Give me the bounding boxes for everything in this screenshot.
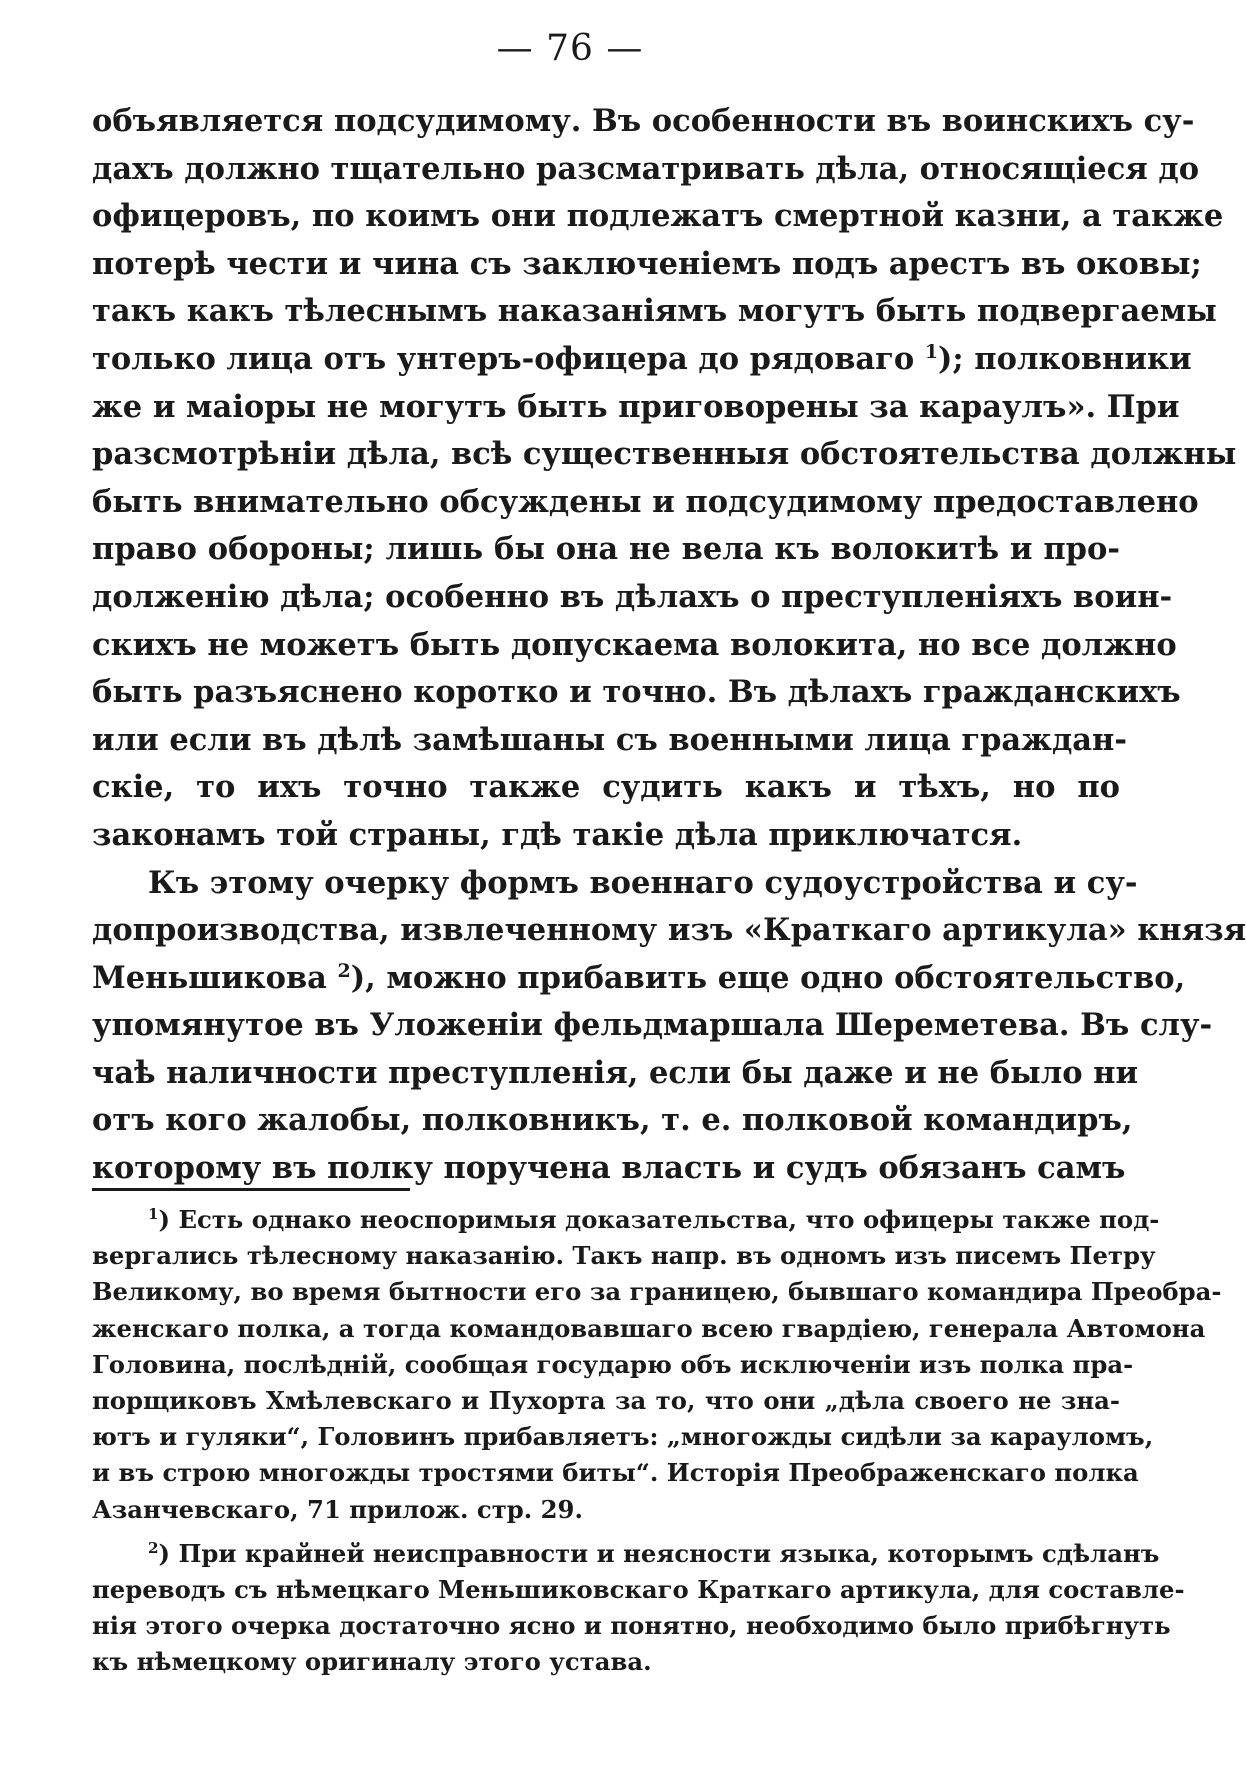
footnote-1-line: и въ строю многожды тростями биты“. Исторія Преображенскаго полка xyxy=(92,1458,1139,1488)
footnote-ref-2: 2 xyxy=(337,959,351,982)
text-fragment: ) Есть однако неоспоримыя доказательства, что офицеры также под- xyxy=(158,1205,1160,1234)
footnote-1-line: вергались тѣлесному наказанію. Такъ напр. въ одномъ изъ писемъ Петру xyxy=(92,1241,1156,1271)
text-line: долженію дѣла; особенно въ дѣлахъ о преступленіяхъ воин- xyxy=(92,578,1173,615)
text-line: отъ кого жалобы, полковникъ, т. е. полковой командиръ, xyxy=(92,1102,1133,1139)
text-line xyxy=(92,955,1186,1003)
text-fragment: ), можно прибавить еще одно обстоятельство, xyxy=(350,959,1186,996)
text-line: или если въ дѣлѣ замѣшаны съ военными лица граждан- xyxy=(92,721,1128,758)
text-line: которому въ полку поручена власть и судъ обязанъ самъ xyxy=(92,1150,1126,1187)
footnote-1-line: женскаго полка, а тогда командовавшаго всею гвардіею, генерала Автомона xyxy=(92,1313,1206,1343)
footnote-1-line: Азанчевскаго, 71 прилож. стр. 29. xyxy=(92,1494,583,1524)
text-line: офицеровъ, по коимъ они подлежатъ смертной казни, а также xyxy=(92,198,1224,235)
footnote-2-line: нія этого очерка достаточно ясно и понятно, необходимо было прибѣгнуть xyxy=(92,1611,1171,1641)
text-line xyxy=(92,336,1192,384)
text-line: право обороны; лишь бы она не вела къ волокитѣ и про- xyxy=(92,531,1120,568)
text-line: быть внимательно обсуждены и подсудимому предоставлено xyxy=(92,483,1199,520)
text-line: дахъ должно тщательно разсматривать дѣла, относящіеся до xyxy=(92,150,1200,187)
text-line: разсмотрѣніи дѣла, всѣ существенныя обстоятельства должны xyxy=(92,436,1237,473)
text-fragment: ) При крайней неисправности и неясности языка, которымъ сдѣланъ xyxy=(158,1538,1160,1568)
footnote-1-line: Великому, во время бытности его за границею, бывшаго командира Преобра- xyxy=(92,1277,1222,1307)
text-line: же и маіоры не могутъ быть приговорены за караулъ». При xyxy=(92,388,1180,425)
footnotes xyxy=(92,1202,1222,1681)
text-line: чаѣ наличности преступленія, если бы даже и не было ни xyxy=(92,1054,1139,1091)
footnote-1-line: ютъ и гуляки“, Головинъ прибавляетъ: „многожды сидѣли за карауломъ, xyxy=(92,1422,1154,1452)
text-line: быть разъяснено коротко и точно. Въ дѣлахъ гражданскихъ xyxy=(92,674,1181,711)
footnote-2-line: переводъ съ нѣмецкаго Меньшиковскаго Краткаго артикула, для составле- xyxy=(92,1575,1185,1605)
footnote-1-marker: 1 xyxy=(148,1204,159,1223)
text-line: законамъ той страны, гдѣ такіе дѣла приключатся. xyxy=(92,816,1023,853)
footnote-1-line: порщиковъ Хмѣлевскаго и Пухорта за то, что они „дѣла своего не зна- xyxy=(92,1386,1120,1416)
footnote-ref-1: 1 xyxy=(924,340,938,363)
text-line: допроизводства, извлеченному изъ «Краткаго артикула» князя xyxy=(92,912,1246,949)
text-fragment: Меньшикова xyxy=(92,959,327,996)
footnote-1-line: Головина, послѣдній, сообщая государю объ исключеніи изъ полка пра- xyxy=(92,1349,1134,1379)
main-text xyxy=(92,98,1246,1193)
text-line: объявляется подсудимому. Въ особенности въ воинскихъ су- xyxy=(92,103,1195,139)
text-line: Къ этому очерку формъ военнаго судоустройства и су- xyxy=(148,864,1138,901)
footnote-2-line: къ нѣмецкому оригиналу этого устава. xyxy=(92,1647,652,1677)
footnote-2-line xyxy=(92,1536,1160,1572)
footnote-separator xyxy=(92,1188,410,1191)
text-line: скіе, то ихъ точно также судить какъ и тѣхъ, но по xyxy=(92,769,1120,806)
text-line: такъ какъ тѣлеснымъ наказаніямъ могутъ быть подвергаемы xyxy=(92,293,1217,330)
text-fragment: ); полковники xyxy=(937,340,1192,377)
text-line: упомянутое въ Уложеніи фельдмаршала Шереметева. Въ слу- xyxy=(92,1007,1213,1044)
footnote-2-marker: 2 xyxy=(148,1538,159,1557)
footnote-1-line xyxy=(92,1202,1160,1238)
page-number: — 76 — xyxy=(496,28,644,69)
text-line: скихъ не можетъ быть допускаема волокита, но все должно xyxy=(92,626,1177,663)
footnote-gap xyxy=(92,1528,1120,1536)
text-fragment: только лица отъ унтеръ-офицера до рядоваго xyxy=(92,340,915,377)
text-line: потерѣ чести и чина съ заключеніемъ подъ арестъ въ оковы; xyxy=(92,245,1202,282)
